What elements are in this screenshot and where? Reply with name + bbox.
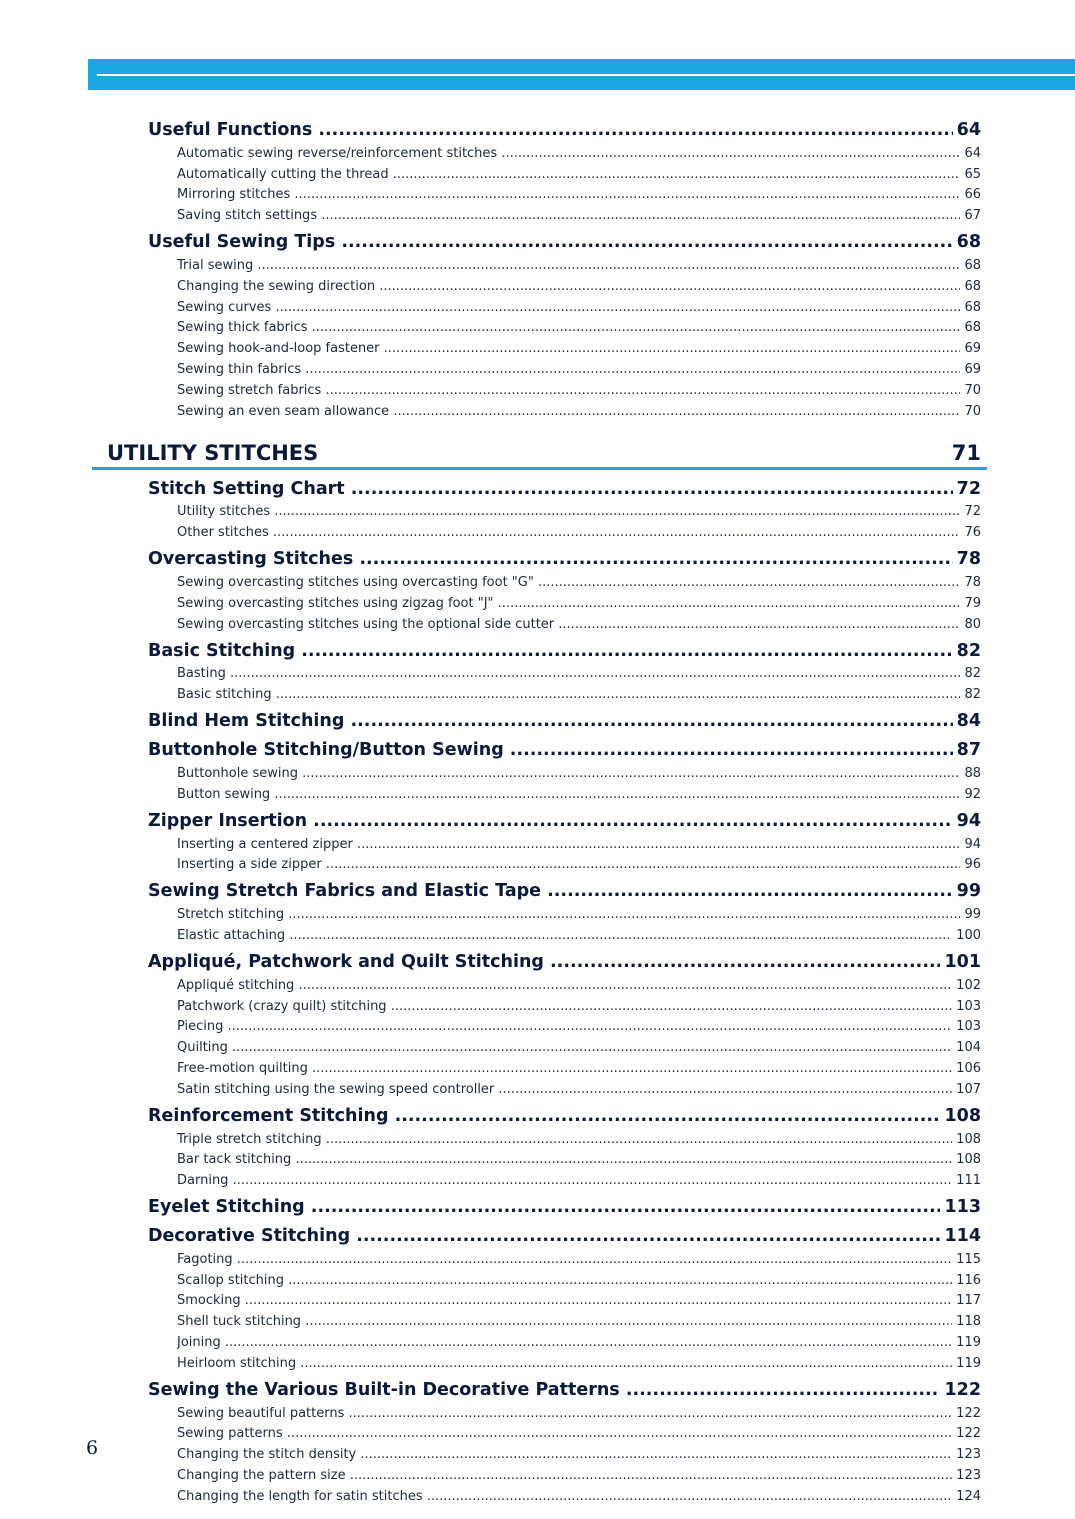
section-title: Useful Functions .....: [148, 120, 953, 140]
subsection-title: Sewing stretch fabrics .....: [177, 383, 960, 398]
subsection-title: Sewing thick fabrics .....: [177, 320, 960, 335]
section-title: Decorative Stitching .....: [148, 1226, 940, 1246]
toc-subsection[interactable]: [177, 519, 981, 540]
toc-section[interactable]: [148, 470, 981, 499]
toc-section[interactable]: [148, 113, 981, 140]
toc-subsection[interactable]: [177, 1308, 981, 1329]
subsection-page: 107: [956, 1081, 981, 1097]
subsection-page: 82: [964, 666, 981, 682]
toc-section[interactable]: [148, 1188, 981, 1217]
subsection-page: 108: [956, 1131, 981, 1147]
subsection-title: Trial sewing .....: [177, 258, 960, 273]
toc-section[interactable]: [148, 1217, 981, 1246]
subsection-title: Quilting .....: [177, 1040, 952, 1055]
section-title: Basic Stitching .....: [148, 641, 953, 661]
subsection-page: 70: [964, 382, 981, 398]
subsection-page: 119: [956, 1355, 981, 1371]
subsection-page: 72: [964, 504, 981, 520]
subsection-page: 88: [964, 765, 981, 781]
subsection-title: Patchwork (crazy quilt) stitching .....: [177, 999, 952, 1014]
subsection-page: 124: [956, 1488, 981, 1504]
section-title: Buttonhole Stitching/Button Sewing .....: [148, 740, 953, 760]
subsection-title: Satin stitching using the sewing speed controller .....: [177, 1082, 952, 1097]
toc-subsection[interactable]: [177, 590, 981, 611]
subsection-page: 94: [964, 836, 981, 852]
toc-subsection[interactable]: [177, 294, 981, 315]
subsection-page: 122: [956, 1426, 981, 1442]
toc-subsection[interactable]: [177, 1400, 981, 1421]
toc-subsection[interactable]: [177, 922, 981, 943]
toc-subsection[interactable]: [177, 1462, 981, 1483]
subsection-title: Changing the sewing direction .....: [177, 279, 960, 294]
subsection-page: 68: [964, 320, 981, 336]
subsection-page: 115: [956, 1251, 981, 1267]
section-title: Overcasting Stitches .....: [148, 549, 953, 569]
subsection-page: 64: [964, 145, 981, 161]
toc-subsection[interactable]: [177, 781, 981, 802]
toc-subsection[interactable]: [177, 398, 981, 419]
toc-section[interactable]: [148, 731, 981, 760]
subsection-page: 80: [964, 616, 981, 632]
toc-subsection[interactable]: [177, 356, 981, 377]
section-page: 94: [956, 810, 981, 831]
subsection-title: Basting .....: [177, 666, 960, 681]
subsection-title: Changing the length for satin stitches .....: [177, 1489, 952, 1504]
toc-section[interactable]: [148, 632, 981, 661]
subsection-page: 99: [964, 907, 981, 923]
subsection-title: Changing the stitch density .....: [177, 1447, 952, 1462]
subsection-title: Mirroring stitches .....: [177, 187, 960, 202]
section-page: 108: [944, 1105, 981, 1126]
chapter-title: UTILITY STITCHES: [107, 440, 319, 465]
subsection-title: Stretch stitching .....: [177, 907, 960, 922]
section-title: Zipper Insertion .....: [148, 811, 953, 831]
toc-subsection[interactable]: [177, 315, 981, 336]
subsection-title: Inserting a centered zipper .....: [177, 837, 960, 852]
toc-section[interactable]: [148, 872, 981, 901]
toc-subsection[interactable]: [177, 161, 981, 182]
toc-subsection[interactable]: [177, 1350, 981, 1371]
section-page: 87: [956, 740, 981, 761]
subsection-title: Button sewing .....: [177, 787, 960, 802]
subsection-page: 68: [964, 257, 981, 273]
toc-subsection[interactable]: [177, 661, 981, 682]
subsection-page: 70: [964, 403, 981, 419]
toc-section[interactable]: [148, 802, 981, 831]
toc-section[interactable]: [148, 702, 981, 731]
subsection-page: 66: [964, 187, 981, 203]
subsection-title: Sewing beautiful patterns .....: [177, 1406, 952, 1421]
toc-subsection[interactable]: [177, 1147, 981, 1168]
subsection-title: Scallop stitching .....: [177, 1273, 952, 1288]
subsection-title: Changing the pattern size .....: [177, 1468, 952, 1483]
toc-section[interactable]: [148, 223, 981, 252]
section-page: 114: [944, 1226, 981, 1247]
subsection-title: Free-motion quilting .....: [177, 1061, 952, 1076]
subsection-title: Sewing hook-and-loop fastener .....: [177, 341, 960, 356]
subsection-title: Joining .....: [177, 1335, 952, 1350]
toc-subsection[interactable]: [177, 611, 981, 632]
toc-subsection[interactable]: [177, 852, 981, 873]
toc-subsection[interactable]: [177, 1329, 981, 1350]
subsection-page: 108: [956, 1152, 981, 1168]
subsection-title: Automatic sewing reverse/reinforcement stitches .....: [177, 146, 960, 161]
subsection-page: 111: [956, 1173, 981, 1189]
toc-subsection[interactable]: [177, 499, 981, 520]
subsection-page: 79: [964, 595, 981, 611]
subsection-page: 78: [964, 574, 981, 590]
subsection-page: 76: [964, 525, 981, 541]
toc-subsection[interactable]: [177, 993, 981, 1014]
subsection-page: 102: [956, 977, 981, 993]
subsection-title: Basic stitching .....: [177, 687, 960, 702]
chapter-page: 71: [951, 440, 981, 465]
section-page: 68: [956, 232, 981, 253]
toc-subsection[interactable]: [177, 1288, 981, 1309]
table-of-contents: [0, 113, 1075, 1504]
subsection-title: Saving stitch settings .....: [177, 208, 960, 223]
toc-subsection[interactable]: [177, 760, 981, 781]
toc-subsection[interactable]: [177, 1167, 981, 1188]
toc-subsection[interactable]: [177, 202, 981, 223]
toc-subsection[interactable]: [177, 1483, 981, 1504]
subsection-page: 123: [956, 1447, 981, 1463]
toc-subsection[interactable]: [177, 1267, 981, 1288]
subsection-title: Piecing .....: [177, 1019, 952, 1034]
toc-subsection[interactable]: [177, 569, 981, 590]
section-page: 84: [956, 711, 981, 732]
section-page: 72: [956, 478, 981, 499]
subsection-page: 122: [956, 1405, 981, 1421]
subsection-title: Shell tuck stitching .....: [177, 1314, 952, 1329]
toc-subsection[interactable]: [177, 1441, 981, 1462]
section-page: 82: [956, 640, 981, 661]
subsection-page: 92: [964, 786, 981, 802]
toc-subsection[interactable]: [177, 273, 981, 294]
section-page: 78: [956, 549, 981, 570]
toc-part-2: [0, 470, 1075, 1504]
toc-subsection[interactable]: [177, 901, 981, 922]
subsection-page: 69: [964, 341, 981, 357]
toc-subsection[interactable]: [177, 1421, 981, 1442]
subsection-page: 68: [964, 299, 981, 315]
subsection-page: 118: [956, 1314, 981, 1330]
toc-subsection[interactable]: [177, 1246, 981, 1267]
section-page: 64: [956, 120, 981, 140]
section-title: Blind Hem Stitching .....: [148, 711, 953, 731]
toc-subsection[interactable]: [177, 681, 981, 702]
toc-subsection[interactable]: [177, 335, 981, 356]
subsection-title: Triple stretch stitching .....: [177, 1132, 952, 1147]
subsection-page: 68: [964, 278, 981, 294]
subsection-title: Sewing an even seam allowance .....: [177, 404, 960, 419]
subsection-title: Bar tack stitching .....: [177, 1152, 952, 1167]
toc-section[interactable]: [148, 1371, 981, 1400]
section-page: 99: [956, 881, 981, 902]
toc-subsection[interactable]: [177, 377, 981, 398]
toc-subsection[interactable]: [177, 140, 981, 161]
subsection-page: 67: [964, 208, 981, 224]
toc-subsection[interactable]: [177, 182, 981, 203]
toc-subsection[interactable]: [177, 1055, 981, 1076]
subsection-page: 117: [956, 1293, 981, 1309]
subsection-title: Sewing overcasting stitches using the optional side cutter .....: [177, 617, 960, 632]
subsection-title: Buttonhole sewing .....: [177, 766, 960, 781]
toc-subsection[interactable]: [177, 972, 981, 993]
toc-subsection[interactable]: [177, 1014, 981, 1035]
subsection-page: 82: [964, 687, 981, 703]
toc-subsection[interactable]: [177, 1076, 981, 1097]
header-bar: [88, 59, 1075, 90]
subsection-title: Heirloom stitching .....: [177, 1356, 952, 1371]
subsection-title: Smocking .....: [177, 1293, 952, 1308]
section-title: Stitch Setting Chart .....: [148, 479, 953, 499]
subsection-page: 119: [956, 1335, 981, 1351]
subsection-title: Utility stitches .....: [177, 504, 960, 519]
toc-section[interactable]: [148, 540, 981, 569]
subsection-title: Sewing patterns .....: [177, 1426, 952, 1441]
subsection-page: 123: [956, 1468, 981, 1484]
subsection-title: Automatically cutting the thread .....: [177, 167, 960, 182]
chapter-heading[interactable]: [92, 431, 987, 465]
section-title: Sewing Stretch Fabrics and Elastic Tape .....: [148, 881, 953, 901]
subsection-title: Appliqué stitching .....: [177, 978, 952, 993]
section-title: Reinforcement Stitching .....: [148, 1106, 940, 1126]
toc-subsection[interactable]: [177, 1126, 981, 1147]
toc-part-1: [0, 113, 1075, 419]
subsection-page: 65: [964, 166, 981, 182]
subsection-page: 103: [956, 1019, 981, 1035]
subsection-page: 116: [956, 1272, 981, 1288]
toc-subsection[interactable]: [177, 252, 981, 273]
toc-subsection[interactable]: [177, 1034, 981, 1055]
page-number: 6: [86, 1437, 99, 1459]
toc-section[interactable]: [148, 943, 981, 972]
subsection-page: 96: [964, 857, 981, 873]
section-title: Useful Sewing Tips .....: [148, 232, 953, 252]
subsection-page: 104: [956, 1040, 981, 1056]
subsection-page: 103: [956, 998, 981, 1014]
section-title: Sewing the Various Built-in Decorative Patterns .....: [148, 1380, 940, 1400]
subsection-title: Elastic attaching .....: [177, 928, 952, 943]
subsection-title: Sewing overcasting stitches using zigzag foot "J" .....: [177, 596, 960, 611]
subsection-title: Fagoting .....: [177, 1252, 952, 1267]
section-page: 122: [944, 1379, 981, 1400]
subsection-title: Other stitches .....: [177, 525, 960, 540]
section-title: Eyelet Stitching .....: [148, 1197, 940, 1217]
subsection-title: Darning .....: [177, 1173, 952, 1188]
toc-section[interactable]: [148, 1097, 981, 1126]
subsection-page: 69: [964, 361, 981, 377]
subsection-page: 106: [956, 1060, 981, 1076]
section-title: Appliqué, Patchwork and Quilt Stitching .....: [148, 952, 940, 972]
toc-subsection[interactable]: [177, 831, 981, 852]
subsection-title: Sewing curves .....: [177, 300, 960, 315]
subsection-title: Sewing overcasting stitches using overcasting foot "G" .....: [177, 575, 960, 590]
subsection-title: Inserting a side zipper .....: [177, 857, 960, 872]
header-rule: [97, 74, 1075, 76]
subsection-title: Sewing thin fabrics .....: [177, 362, 960, 377]
subsection-page: 100: [956, 927, 981, 943]
section-page: 101: [944, 951, 981, 972]
section-page: 113: [944, 1197, 981, 1218]
